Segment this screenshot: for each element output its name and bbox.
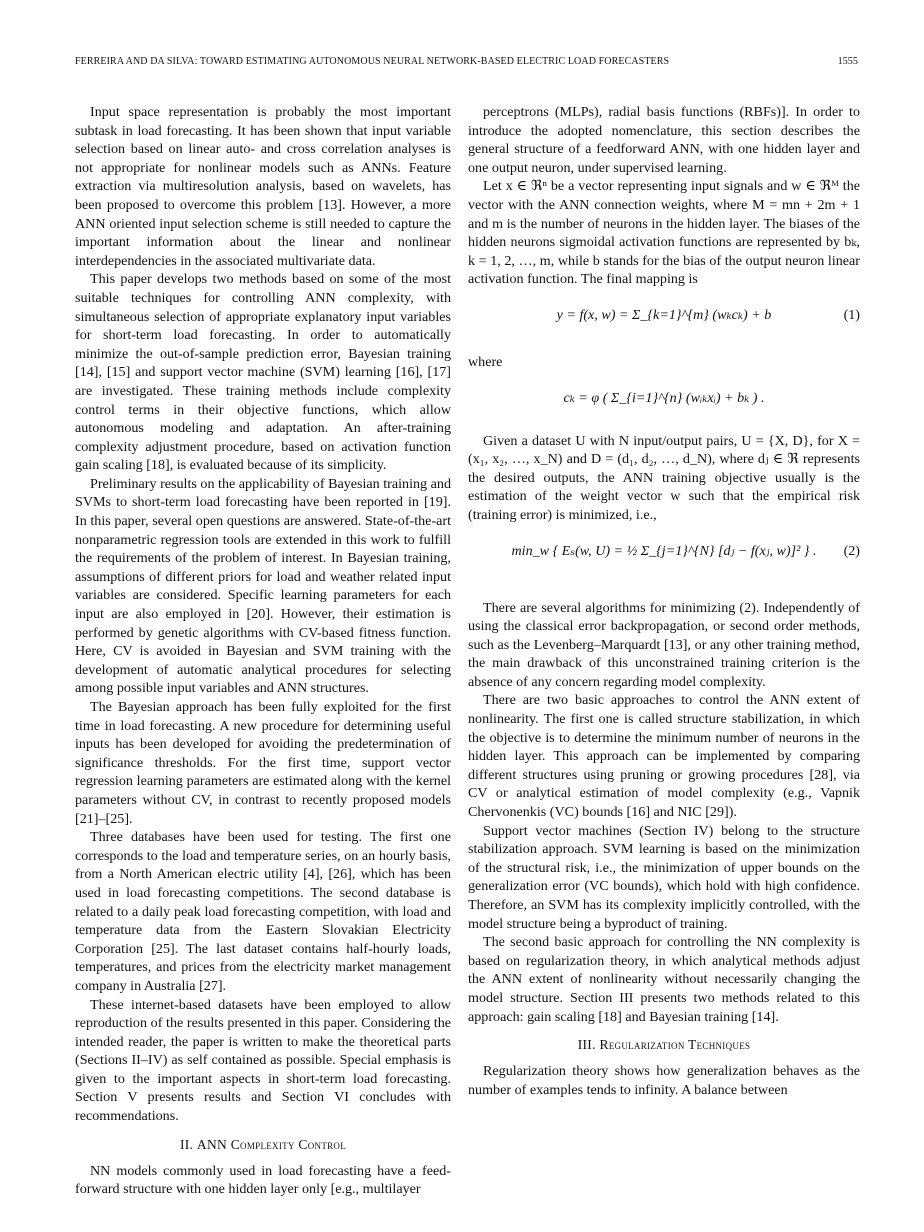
equation-number: (2) <box>843 542 860 559</box>
running-header <box>75 56 858 67</box>
paragraph: There are several algorithms for minimizing (2). Independently of using the classical error backpropagation, or second order methods, such as the Levenberg–Marquardt [13], or any other training method, the main drawback of this unconstrained training criterion is the absence of any concern regarding model complexity. <box>468 599 860 690</box>
equation-body: y = f(x, w) = Σ_{k=1}^{m} (wₖcₖ) + b <box>556 306 772 323</box>
paragraph: There are two basic approaches to control the ANN extent of nonlinearity. The first one is called structure stabilization, in which the objective is to determine the minimum number of neurons in the hidden layer. This approach can be implemented by comparing different structures using pruning or growing procedures [28], via CV or analytical estimation of model complexity (e.g., Vapnik Chervonenkis (VC) bounds [16] and NIC [29]). <box>468 692 860 821</box>
equation-body: min_w { Eₛ(w, U) = ½ Σ_{j=1}^{N} [dⱼ − f(xⱼ, w)]² } . <box>511 542 817 559</box>
equation-activation <box>468 372 860 432</box>
equation-1 <box>468 289 860 353</box>
paragraph: Support vector machines (Section IV) belong to the structure stabilization approach. SVM learning is based on the minimization of the structural risk, i.e., the minimization of upper bounds on the generalization error (VC bounds), which hold with high confidence. Therefore, an SVM has its complexity implicitly controlled, with the model structure being a byproduct of training. <box>468 822 860 932</box>
right-column <box>468 103 860 1099</box>
paragraph: Regularization theory shows how generalization behaves as the number of examples tends to infinity. A balance between <box>468 1063 860 1098</box>
paragraph: This paper develops two methods based on some of the most suitable techniques for controlling ANN complexity, with simultaneous selection of appropriate explanatory input variables for short-term load forecasting. In order to automatically minimize the out-of-sample prediction error, Bayesian training [14], [15] and support vector machine (SVM) learning [16], [17] are investigated. These training methods include complexity control terms in their objective functions, which allow autonomous modeling and adaptation. An after-training complexity adjustment procedure, based on activation function gain scaling [18], is evaluated because of its simplicity. <box>75 271 451 474</box>
paragraph: Given a dataset U with N input/output pairs, U = {X, D}, for X = (x₁, x₂, …, x_N) and D = (d₁, d₂, …, d_N), where dⱼ ∈ ℜ represents the desired outputs, the ANN training objective usually is the estimation of the weight vector w such that the empirical risk (training error) is minimized, i.e., <box>468 432 860 523</box>
paragraph: The Bayesian approach has been fully exploited for the first time in load forecasting. A new procedure for determining useful inputs has been developed for avoiding the predetermination of significance thresholds. For the first time, support vector regression learning parameters are estimated along with the kernel parameters without CV, in contrast to recently proposed models [21]–[25]. <box>75 699 451 827</box>
paragraph: Three databases have been used for testing. The first one corresponds to the load and temperature series, on an hourly basis, from a North American electric utility [4], [26], which has been used in load forecasting competitions. The second database is related to a daily peak load forecasting competition, with load and temperature data from the Eastern Slovakian Electricity Corporation [25]. The last dataset contains half-hourly loads, temperatures, and prices from the electricity market management company in Australia [27]. <box>75 829 451 994</box>
running-title: FERREIRA AND DA SILVA: TOWARD ESTIMATING AUTONOMOUS NEURAL NETWORK-BASED ELECTRIC LOAD FORECASTERS <box>75 56 670 67</box>
paragraph: where <box>468 353 503 370</box>
paragraph: perceptrons (MLPs), radial basis functions (RBFs)]. In order to introduce the adopted nomenclature, this section describes the general structure of a feedforward ANN, with one hidden layer and one output neuron, under supervised learning. <box>468 104 860 176</box>
equation-body: cₖ = φ ( Σ_{i=1}^{n} (wᵢₖxᵢ) + bₖ ) . <box>563 389 765 406</box>
paragraph: Let x ∈ ℜⁿ be a vector representing input signals and w ∈ ℜᴹ the vector with the ANN connection weights, where M = mn + 2m + 1 and m is the number of neurons in the hidden layer. The biases of the hidden neurons sigmoidal activation functions are represented by bₖ, k = 1, 2, …, m, while b stands for the bias of the output neuron linear activation function. The final mapping is <box>468 178 860 288</box>
equation-2 <box>468 525 860 599</box>
section-number: II. <box>179 1136 194 1152</box>
section-title: Regularization Techniques <box>599 1037 751 1053</box>
left-column <box>75 103 451 1199</box>
paragraph: The second basic approach for controlling the NN complexity is based on regularization theory, in which analytical methods adjust the ANN extent of nonlinearity without necessarily changing the model structure. Section III presents two methods related to this approach: gain scaling [18] and Bayesian training [14]. <box>468 934 860 1025</box>
section-title: ANN Complexity Control <box>196 1136 347 1152</box>
paragraph: Preliminary results on the applicability of Bayesian training and SVMs to short-term load forecasting have been reported in [19]. In this paper, several open questions are answered. State-of-the-art nonparametric regression tools are extended in this work to fulfill the requirements of the problem of interest. In Bayesian training, assumptions of different priors for load and weather related input variables are considered. Specific learning parameters for each input are also employed in [20]. However, their estimation is performed by genetic algorithms with CV-based fitness function. Here, CV is avoided in Bayesian and SVM training with the development of automatic analytical procedures for selecting among possible input variables and ANN structures. <box>75 475 451 697</box>
section-heading <box>468 1026 860 1062</box>
paragraph: NN models commonly used in load forecasting have a feed-forward structure with one hidden layer only [e.g., multilayer <box>75 1162 451 1198</box>
paragraph: Input space representation is probably the most important subtask in load forecasting. It has been shown that input variable selection based on linear auto- and cross correlation analyses is not appropriate for nonlinear models such as ANNs. Feature extraction via multiresolution analysis, based on wavelets, has been proposed to overcome this problem [13]. However, a more ANN oriented input selection scheme is still needed to capture the important information about the linear and nonlinear interdependencies in the associated multivariate data. <box>75 104 451 269</box>
page-number: 1555 <box>837 56 858 67</box>
paragraph: These internet-based datasets have been employed to allow reproduction of the results presented in this paper. Considering the intended reader, the paper is written to make the theoretical parts (Sections II–IV) as self contained as possible. Special emphasis is given to the important aspects in short-term load forecasting. Section V presents results and Section VI concludes with recommendations. <box>75 996 451 1125</box>
section-heading <box>75 1126 451 1162</box>
equation-number: (1) <box>843 306 860 323</box>
section-number: III. <box>577 1037 596 1053</box>
